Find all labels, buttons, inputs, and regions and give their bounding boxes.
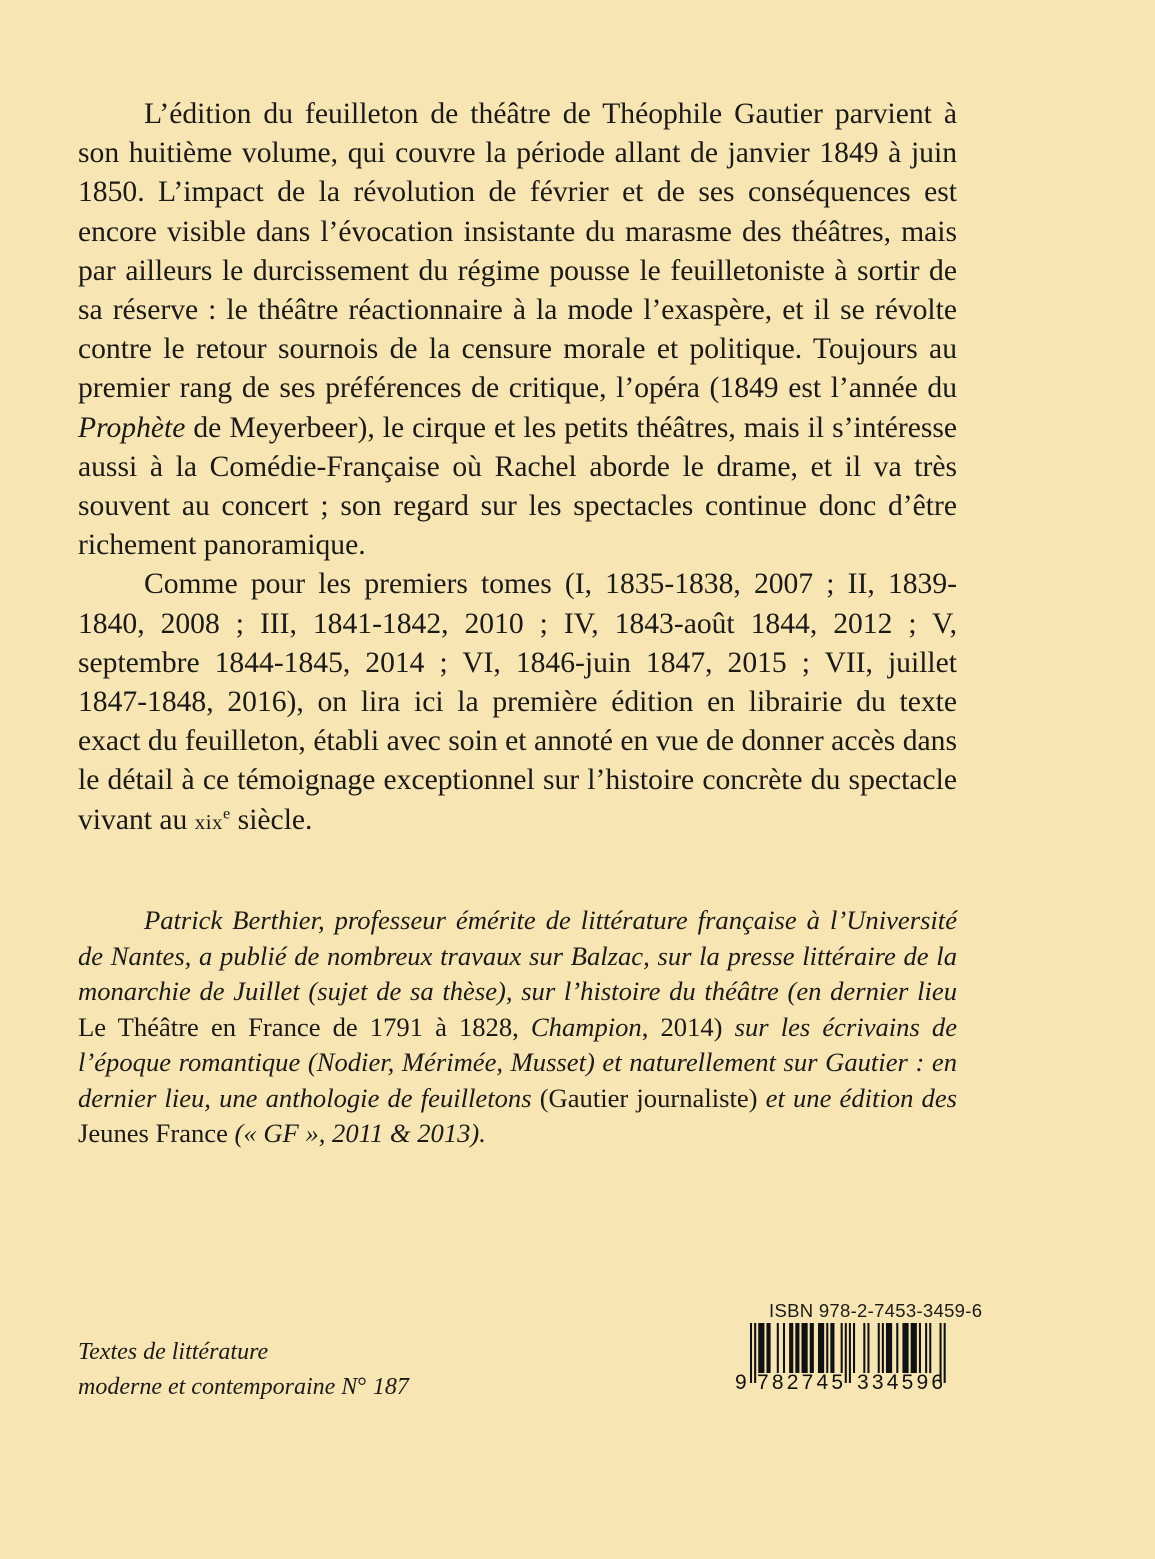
barcode-bar [758,1323,764,1373]
bio-book-title: Le Théâtre en France de 1791 à 1828, [78,1011,519,1042]
series-line-1: Textes de littérature [78,1339,269,1365]
barcode-bar [766,1323,770,1373]
barcode-bar [882,1323,884,1373]
barcode-bar [777,1323,779,1373]
author-bio: Patrick Berthier, professeur émérite de littérature française à l’Université de Nantes, a publié de nombreux travaux sur Balzac, sur la presse littéraire de la monarchie de Juillet (sujet de sa thèse), sur l’histoire du théâtre (en dernier lieu Le Théâtre en France de 1791 à 1828, Champion, 2014) sur les écrivains de l’époque romantique (Nodier, Mérimée, Musset) et naturellement sur Gautier : en dernier lieu, une anthologie de feuilletons (Gautier journaliste) et une édition des Jeunes France (« GF », 2011 & 2013). [78,905,958,1148]
series-line-2: moderne et contemporaine N° 187 [78,1374,409,1400]
barcode-guard-bar [754,1323,756,1383]
series-label [78,1335,409,1405]
bio-book-title: (Gautier journaliste) [539,1082,758,1113]
bio-book-title: Jeunes France [78,1118,228,1148]
barcode-bar [810,1323,814,1373]
barcode-bar [802,1323,808,1373]
work-title: Prophète [78,411,186,444]
barcode-bar [911,1323,917,1373]
barcode-bar [795,1323,799,1373]
barcode-guard-bar [750,1323,752,1383]
barcode-bar [896,1323,898,1373]
isbn-barcode [735,1323,955,1391]
barcode-bar [919,1323,921,1373]
barcode-bar [826,1323,828,1373]
barcode-bar [867,1323,869,1373]
barcode-bar [863,1323,865,1373]
description-paragraph-1: L’édition du feuilleton de théâtre de Théophile Gautier parvient à son huitième volume, qui couvre la période allant de janvier 1849 à juin 1850. L’impact de la révolution de février et de ses conséquences est encore visible dans l’évocation insistante du marasme des théâtres, mais par ailleurs le durcissement du régime pousse le feuilletoniste à sortir de sa réserve : le théâtre réactionnaire à la mode l’exaspère, et il se révolte contre le retour sournois de la censure morale et politique. Toujours au premier rang de ses préférences de critique, l’opéra (1849 est l’année du Prophète de Meyerbeer), le cirque et les petits théâtres, mais il s’intéresse aussi à la Comédie-Française où Rachel aborde le drame, et il va très souvent au concert ; son regard sur les spectacles continue donc d’être richement panoramique. [78,98,957,562]
barcode-bar [886,1323,892,1373]
barcode-bar [830,1323,834,1373]
barcode-bar [853,1323,855,1373]
barcode-bar [818,1323,824,1373]
barcode-bar [925,1323,927,1373]
isbn-label: ISBN 978-2-7453-3459-6 [769,1300,983,1321]
barcode-guard-bar [845,1323,847,1383]
barcode-guard-bar [944,1323,946,1383]
barcode-bar [841,1323,843,1373]
barcode-right-digits: 334596 [857,1371,943,1391]
barcode-lead-digit: 9 [735,1371,747,1391]
book-description [78,95,957,842]
barcode-bar [902,1323,908,1373]
barcode-bar [789,1323,793,1373]
century-numeral: xix [194,809,224,834]
barcode-bar [929,1323,931,1373]
barcode-bar [878,1323,880,1373]
barcode-bar [783,1323,785,1373]
century-superscript: e [223,803,231,823]
barcode-guard-bar [849,1323,851,1383]
description-paragraph-2: Comme pour les premiers tomes (I, 1835-1838, 2007 ; II, 1839-1840, 2008 ; III, 1841-1842, 2010 ; IV, 1843-août 1844, 2012 ; V, septembre 1844-1845, 2014 ; VI, 1846-juin 1847, 2015 ; VII, juillet 1847-1848, 2016), on lira ici la première édition en librairie du texte exact du feuilleton, établi avec soin et annoté en vue de donner accès dans le détail à ce témoignage exceptionnel sur l’histoire concrète du spectacle vivant au xix$^e$ siècle. [78,568,957,836]
barcode-left-digits: 782745 [757,1371,843,1391]
